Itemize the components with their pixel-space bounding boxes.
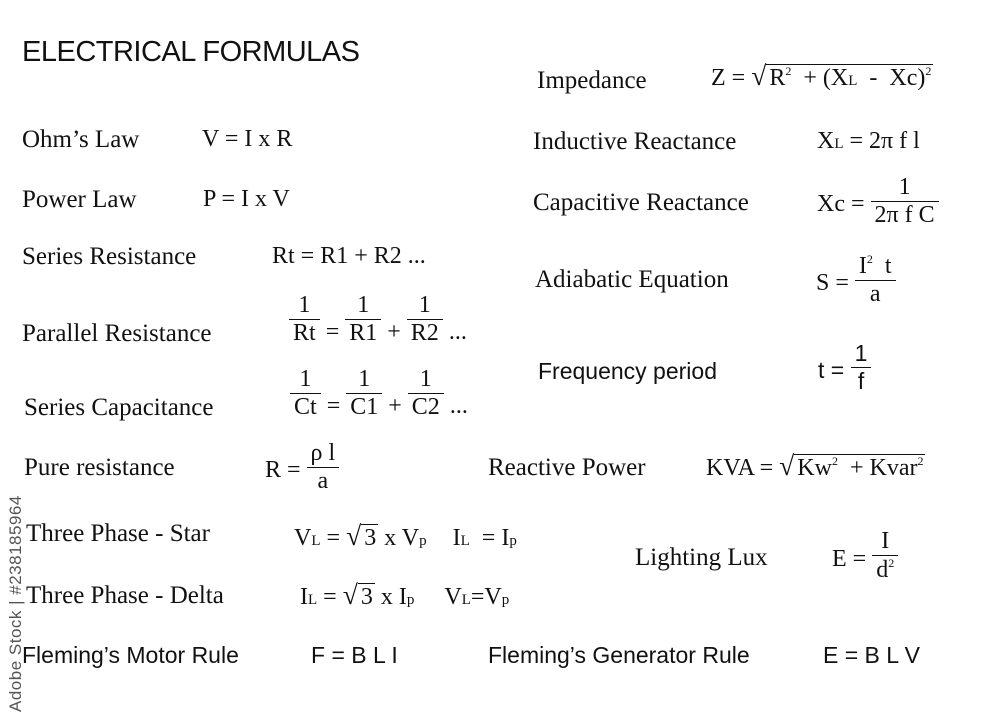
series-capacitance-formula: $\frac{1}{Ct}$ = $\frac{1}{C1}$ + $\frac{1}{C2}$ ... (290, 366, 468, 421)
lighting-lux-formula: E = $\frac{I}{d^2}$ (832, 528, 898, 584)
flemings-generator-rule-formula: E = B L V (823, 642, 920, 668)
flemings-motor-rule-label: Fleming’s Motor Rule (22, 642, 239, 668)
power-law-formula: P = I x V (203, 186, 290, 212)
ohms-law-label: Ohm’s Law (22, 126, 140, 153)
ohms-law-formula: V = I x R (202, 126, 293, 152)
pure-resistance-formula: R = $\frac{\text{ρ l}}{a}$ (265, 440, 339, 495)
capacitive-reactance-label: Capacitive Reactance (533, 189, 749, 216)
frequency-period-label: Frequency period (538, 358, 717, 384)
impedance-label: Impedance (537, 67, 647, 94)
series-resistance-formula: Rt = R1 + R2 ... (272, 243, 426, 269)
three-phase-delta-formula: IL = √ 3 x Ip VL=Vp (300, 579, 510, 610)
impedance-formula: Z = √ $R^2 + (XL - Xc)^2$ (711, 60, 932, 91)
pure-resistance-label: Pure resistance (24, 454, 175, 481)
three-phase-delta-label: Three Phase - Delta (26, 582, 224, 609)
flemings-generator-rule-label: Fleming’s Generator Rule (488, 642, 750, 668)
flemings-motor-rule-formula: F = B L I (311, 642, 398, 668)
reactive-power-label: Reactive Power (488, 454, 646, 481)
page-title: ELECTRICAL FORMULAS (22, 36, 360, 68)
power-law-label: Power Law (22, 186, 137, 213)
frequency-period-formula: t = $\frac{1}{f}$ (818, 340, 871, 395)
reactive-power-formula: KVA = √ Kw$^2$ + Kvar$^2$ (706, 450, 924, 481)
parallel-resistance-formula: $\frac{1}{Rt}$ = $\frac{1}{R1}$ + $\frac{1}{R2}$ ... (289, 292, 467, 347)
inductive-reactance-label: Inductive Reactance (533, 128, 737, 155)
capacitive-reactance-formula: Xc = $\frac{1}{\text{2π f C}}$ (817, 174, 939, 229)
three-phase-star-label: Three Phase - Star (26, 520, 210, 547)
series-capacitance-label: Series Capacitance (24, 394, 214, 421)
adiabatic-equation-label: Adiabatic Equation (535, 266, 729, 293)
lighting-lux-label: Lighting Lux (635, 544, 768, 571)
parallel-resistance-label: Parallel Resistance (22, 320, 212, 347)
inductive-reactance-formula: XL = 2π f l (817, 128, 920, 154)
adiabatic-equation-formula: S = $\frac{I^2 t}{a}$ (816, 252, 896, 308)
stock-watermark: Adobe Stock | #238185964 (6, 495, 25, 712)
three-phase-star-formula: VL = √ 3 x Vp IL = Ip (294, 520, 517, 551)
series-resistance-label: Series Resistance (22, 243, 197, 270)
